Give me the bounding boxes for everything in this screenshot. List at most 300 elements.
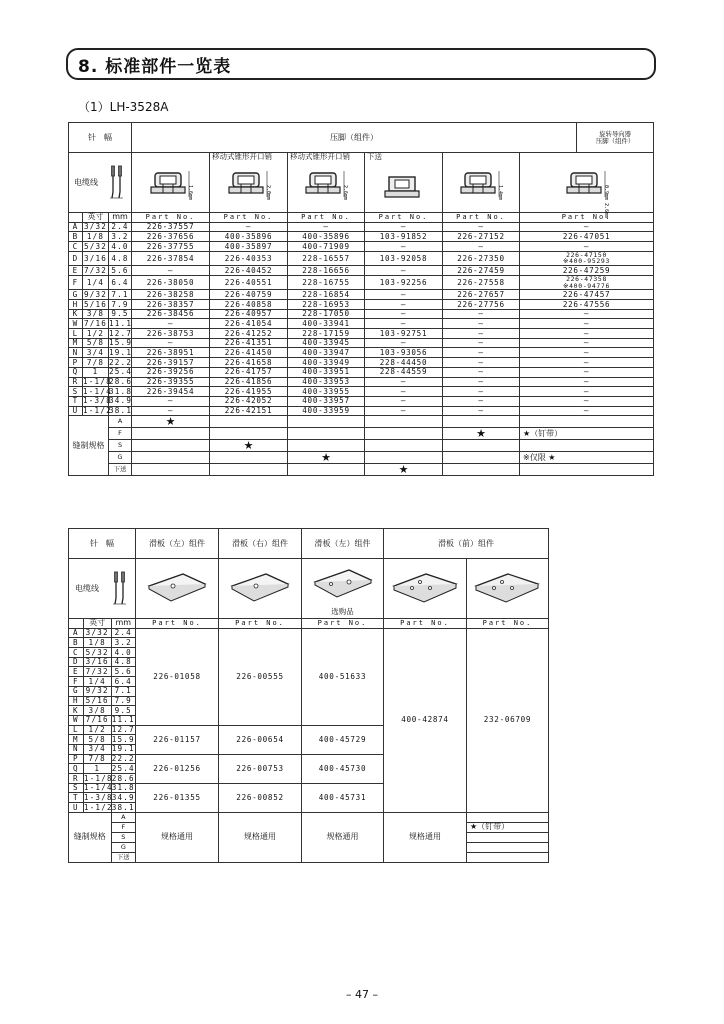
cable-cell [69,153,132,213]
presser-foot-icon [219,163,279,207]
slide-plate-icon [143,566,211,610]
column-caption: 移动式锥形开口销 [290,152,351,161]
part-number-cell: 400-33959 [288,406,365,416]
code-cell: N [69,744,84,754]
code-cell: E [69,266,83,276]
spec-code-cell: G [111,842,135,852]
mm-cell: 11.1 [111,715,135,725]
part-number-cell: — [365,290,443,300]
inch-cell: 1-1/8 [83,377,112,387]
mm-cell: 4.8 [109,251,132,265]
part-number-cell: 400-45730 [302,754,384,783]
mm-cell: 25.4 [109,367,133,377]
inch-header: 英寸 [83,619,111,629]
code-cell: L [69,329,83,339]
code-cell: T [69,396,83,406]
part-number-cell: — [443,319,520,329]
code-cell: F [69,275,83,289]
part-number-cell: 228-44450 [365,358,443,368]
blank [365,428,443,440]
mm-cell: 3.2 [111,638,135,648]
blank [443,416,520,428]
feed-foot-icon [379,163,429,207]
mm-cell: 28.6 [109,377,133,387]
inch-cell: 7/16 [83,318,108,328]
table-row [69,275,654,289]
table-row [69,266,654,276]
part-number-cell: — [520,377,654,387]
inch-cell: 9/32 [83,686,111,696]
inch-cell: 5/8 [83,735,111,745]
slide-plate-table [68,528,549,863]
spec-mark-cell: ★ [132,416,210,428]
part-number-cell: 226-27459 [443,266,520,276]
part-number-cell: — [520,319,654,329]
part-no-header: Part No. [443,213,520,223]
part-number-cell: — [288,222,365,232]
blank [288,428,365,440]
part-no-header: Part No. [302,619,384,629]
needle-gauge-header: 针 幅 [69,123,132,153]
sewing-spec-label: 缝制规格 [69,416,109,476]
mm-cell: 19.1 [111,744,135,754]
column-caption [520,153,653,163]
spec-mark-cell: ★（钉带） [520,428,654,440]
spec-code-cell: G [109,452,132,464]
blank [288,416,365,428]
mm-cell: 6.4 [111,677,135,687]
blank [520,440,654,452]
part-no-header: Part No. [210,213,288,223]
table-row [69,812,549,822]
part-number-cell: 103-93056 [365,348,443,358]
part-number-cell: — [520,358,654,368]
inch-cell: 9/32 [83,289,108,299]
part-number-cell: 226-27756 [443,300,520,310]
spec-mark-cell: ★ [288,452,365,464]
part-number-cell: 103-91852 [365,232,443,242]
blank [520,416,654,428]
code-cell: T [69,793,84,803]
table-row [69,396,654,406]
spec-mark-cell: ※仅限 ★ [520,452,654,464]
front-slide-plate-icon [390,566,460,610]
inch-cell: 1-1/4 [83,386,112,396]
part-number-cell: 400-33947 [288,348,365,358]
part-number-cell: 226-39256 [132,367,210,377]
mm-cell: 4.0 [109,242,132,252]
column-caption [132,153,209,163]
mm-cell: 25.4 [111,763,135,773]
part-number-cell: — [210,222,288,232]
part-number-cell: 400-33945 [288,338,365,348]
table-row [69,619,549,629]
needle-icon [108,164,126,202]
inch-cell: 1/8 [83,638,111,648]
mm-cell: 7.1 [109,290,132,300]
table-row [69,222,654,232]
mm-cell: 15.9 [111,734,135,744]
code-cell: A [69,628,84,638]
code-cell: M [69,735,84,745]
part-number-cell: 228-44559 [365,367,443,377]
mm-cell: 12.7 [111,725,135,735]
part-number-cell: 226-42052 [210,396,288,406]
part-number-cell: — [365,406,443,416]
inch-cell: 7/32 [83,667,111,677]
mm-cell: 22.2 [109,357,133,367]
part-number-cell: 226-41054 [210,319,288,329]
part-number-cell: 226-40551 [210,275,288,289]
blank [132,464,210,476]
page-number: – 47 – [346,988,378,1001]
svg-text:2.0mm: 2.0mm [264,185,271,201]
code-cell: K [69,309,83,319]
table-row [69,377,654,387]
feed-image [365,153,443,213]
mm-cell: 38.1 [109,406,133,416]
svg-text:1.4mm: 1.4mm [497,185,504,201]
slide-right-header: 滑板（右）组件 [219,529,302,559]
code-cell: C [69,648,84,658]
part-number-cell: 226-40759 [210,290,288,300]
spec-common-cell: 规格通用 [136,812,219,862]
blank [466,852,548,862]
part-number-cell: 228-17050 [288,309,365,319]
code-cell: G [69,686,84,696]
slide-left-header: 滑板（左）组件 [136,529,219,559]
table-row [69,300,654,310]
blank [69,619,84,629]
code-cell: G [69,290,83,300]
code-cell: S [69,783,84,793]
code-cell: U [69,406,83,416]
part-number-cell: 226-41856 [210,377,288,387]
part-number-cell: 226-40957 [210,309,288,319]
part-number-cell: 226-27657 [443,290,520,300]
part-number-cell: 226-47150 ※400-95293 [520,251,654,265]
table-row [69,440,654,452]
blank [466,832,548,842]
mm-cell: 22.2 [111,754,135,764]
part-number-cell: — [365,266,443,276]
part-number-cell: 228-16557 [288,251,365,265]
blank [132,452,210,464]
part-number-cell: 226-40452 [210,266,288,276]
part-number-cell: 226-47259 [520,266,654,276]
needle-icon [111,570,129,608]
part-number-cell: 226-37656 [132,232,210,242]
slide-left-header: 滑板（左）组件 [302,529,384,559]
part-no-header: Part No. [365,213,443,223]
blank [288,464,365,476]
inch-cell: 1/4 [83,677,111,687]
part-number-cell: 228-16755 [288,275,365,289]
table-row [69,123,654,153]
table-row [69,329,654,339]
code-cell: Q [69,764,84,774]
sewing-spec-label: 缝制规格 [69,812,112,862]
table-row [69,387,654,397]
part-number-cell: — [365,309,443,319]
mm-cell: 5.6 [109,266,132,276]
mm-cell: 15.9 [109,338,133,348]
part-number-cell: 226-41658 [210,358,288,368]
cable-line-label: 电缆线 [74,177,98,187]
part-number-cell: 226-40858 [210,300,288,310]
part-number-cell: 226-37755 [132,242,210,252]
part-number-cell: — [132,406,210,416]
table-row [69,367,654,377]
column-caption: 下送 [367,152,383,161]
code-cell: B [69,638,84,648]
mm-cell: 7.9 [109,300,132,310]
code-cell: D [69,251,83,265]
spec-code-cell: 下送 [109,464,132,476]
part-number-cell: 400-33957 [288,396,365,406]
part-number-cell: 226-47556 [520,300,654,310]
code-cell: P [69,754,84,764]
mm-cell: 11.1 [109,318,133,328]
part-number-cell: 103-92751 [365,329,443,339]
presser-foot-icon [141,163,201,207]
mm-cell: 31.8 [111,783,135,793]
code-cell: U [69,803,84,813]
part-number-cell: 226-41252 [210,329,288,339]
part-number-cell: 226-37557 [132,222,210,232]
part-number-cell: 400-35896 [210,232,288,242]
blank [365,452,443,464]
inch-cell: 7/8 [83,358,109,368]
inch-cell: 1-1/2 [83,406,112,416]
part-number-cell: 226-47358 ※400-94776 [520,275,654,289]
part-number-cell: — [520,348,654,358]
part-number-cell: — [443,348,520,358]
mm-cell: 4.8 [111,657,135,667]
table-row [69,416,654,428]
inch-cell: 7/8 [83,754,111,764]
code-cell: H [69,696,84,706]
part-number-cell: — [443,406,520,416]
code-cell: E [69,667,84,677]
part-number-cell: — [443,396,520,406]
mm-cell: 6.4 [109,275,132,289]
table-row [69,213,654,223]
part-no-header: Part No. [219,619,302,629]
table-row [69,358,654,368]
blank [520,464,654,476]
blank [210,452,288,464]
inch-cell: 1-1/8 [83,773,113,783]
slide-plate-icon [309,562,377,606]
code-cell: S [69,387,83,397]
part-no-header: Part No. [132,213,210,223]
part-number-cell: — [520,406,654,416]
part-number-cell: — [443,329,520,339]
mm-cell: 7.9 [111,696,135,706]
part-number-cell: — [520,396,654,406]
blank [132,440,210,452]
mm-cell: 34.9 [109,396,133,406]
part-number-cell: 226-41757 [210,367,288,377]
part-number-cell: — [520,338,654,348]
mm-header: mm [109,213,132,223]
part-number-cell: 400-45729 [302,725,384,754]
part-number-cell: 226-00654 [219,725,302,754]
code-cell: K [69,706,84,716]
table-row [69,348,654,358]
part-number-cell: 226-40353 [210,251,288,265]
part-number-cell: 228-16854 [288,290,365,300]
inch-cell: 7/32 [83,265,108,275]
part-number-cell: — [365,338,443,348]
mm-cell: 3.2 [109,232,132,242]
blank [210,416,288,428]
mm-cell: 38.1 [111,802,135,812]
code-cell: W [69,715,84,725]
part-number-cell: 226-01058 [136,628,219,725]
table-row [69,251,654,265]
code-cell: R [69,377,83,387]
code-cell: D [69,657,84,667]
table-row [69,428,654,440]
blank [443,452,520,464]
mm-cell: 5.6 [111,667,135,677]
part-number-cell: 400-33953 [288,377,365,387]
mm-cell: 19.1 [109,347,133,357]
spec-mark-cell: ★（钉带） [466,822,548,832]
part-number-cell: — [520,387,654,397]
part-number-cell: 226-41955 [210,387,288,397]
mm-cell: 28.6 [111,773,135,783]
inch-cell: 3/4 [83,348,109,358]
rotary-header: 旋转导向器 压脚（组件） [577,123,654,153]
column-caption [443,153,519,163]
slide-plate-image [466,559,548,619]
part-number-cell: 400-33955 [288,387,365,397]
code-cell: P [69,358,83,368]
inch-cell: 3/16 [83,657,111,667]
part-number-cell: 226-38456 [132,309,210,319]
table-row [69,309,654,319]
part-number-cell: — [132,266,210,276]
mm-cell: 4.0 [111,648,135,658]
part-number-cell: — [365,396,443,406]
inch-cell: 3/8 [83,309,109,319]
mm-cell: 34.9 [111,792,135,802]
inch-cell: 3/32 [83,628,111,638]
part-number-cell: 226-39454 [132,387,210,397]
blank [365,440,443,452]
part-number-cell: — [132,338,210,348]
part-number-cell: 226-27558 [443,275,520,289]
inch-cell: 1-3/8 [83,396,112,406]
part-number-cell: 226-41351 [210,338,288,348]
mm-cell: 12.7 [109,328,133,338]
part-no-header: Part No. [466,619,548,629]
part-number-cell: 103-92058 [365,251,443,265]
blank [132,428,210,440]
blank [210,428,288,440]
table-row [69,232,654,242]
slide-plate-image [383,559,466,619]
optional-label: 选购品 [331,606,354,616]
part-number-cell: 400-35897 [210,242,288,252]
part-number-cell: 400-33951 [288,367,365,377]
part-number-cell: — [443,222,520,232]
code-cell: R [69,774,84,784]
mm-cell: 2.4 [111,628,135,638]
inch-cell: 5/32 [83,648,111,658]
part-no-header: Part No. [520,213,654,223]
part-number-cell: 400-33949 [288,358,365,368]
part-number-cell: 226-39157 [132,358,210,368]
slide-front-header: 滑板（前）组件 [383,529,548,559]
part-number-cell: — [443,358,520,368]
mm-cell: 31.8 [109,386,133,396]
presser-header: 压脚（组件） [132,123,577,153]
part-number-cell: 226-27350 [443,251,520,265]
spec-common-cell: 规格通用 [219,812,302,862]
blank [466,842,548,852]
blank [443,464,520,476]
part-number-cell: 226-38357 [132,300,210,310]
part-number-cell: 228-16656 [288,266,365,276]
inch-cell: 1/2 [83,329,109,339]
table-row [69,242,654,252]
code-cell: N [69,348,83,358]
part-number-cell: 400-42874 [383,628,466,812]
part-number-cell: 228-17159 [288,329,365,339]
code-cell: F [69,677,84,687]
inch-cell: 1/8 [83,232,109,242]
part-number-cell: — [443,367,520,377]
table-row [69,452,654,464]
image-row [69,153,654,213]
part-number-cell: 226-38753 [132,329,210,339]
inch-cell: 1-3/8 [83,792,113,802]
part-number-cell: 228-16953 [288,300,365,310]
part-number-cell: 226-01355 [136,783,219,812]
part-number-cell: 226-37854 [132,251,210,265]
table-row [69,529,549,559]
code-cell: H [69,300,83,310]
table-row [69,406,654,416]
code-cell: B [69,232,83,242]
spec-code-cell: A [109,416,132,428]
spec-mark-cell: ★ [365,464,443,476]
part-number-cell: 232-06709 [466,628,548,812]
inch-cell: 1/2 [83,725,111,735]
part-number-cell: 400-71909 [288,242,365,252]
part-number-cell: — [520,329,654,339]
part-number-cell: 103-92256 [365,275,443,289]
mm-cell: 2.4 [109,222,132,232]
inch-cell: 1 [83,764,111,774]
part-number-cell: — [365,242,443,252]
part-number-cell: 226-38050 [132,275,210,289]
table-row [69,628,549,638]
table-row [69,338,654,348]
section-title: 8. 标准部件一览表 [66,48,656,80]
presser-image-3 [288,153,365,213]
part-number-cell: — [365,319,443,329]
slide-plate-icon [226,566,294,610]
spec-code-cell: S [109,440,132,452]
part-number-cell: 226-01256 [136,754,219,783]
inch-cell: 3/4 [83,744,111,754]
part-number-cell: 226-01157 [136,725,219,754]
